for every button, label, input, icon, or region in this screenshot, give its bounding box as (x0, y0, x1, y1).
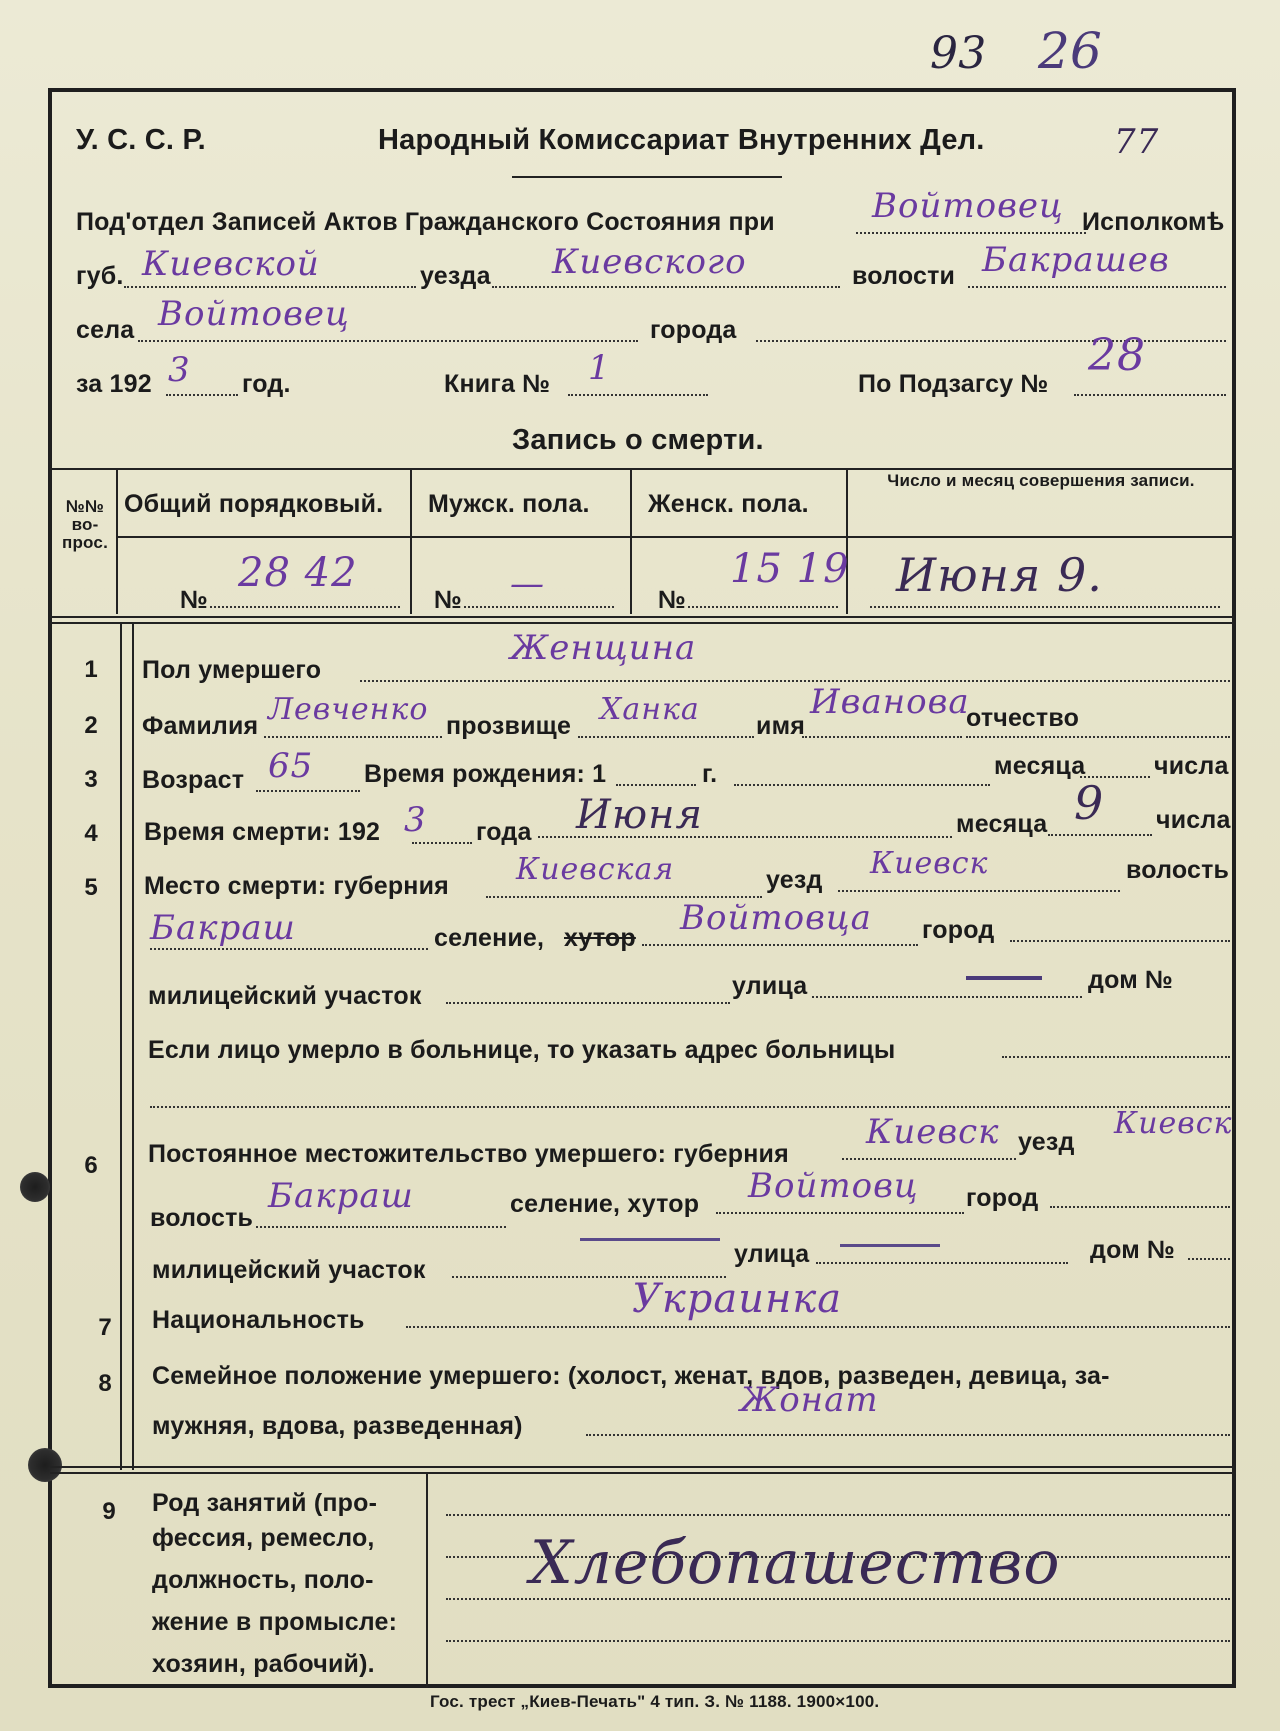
col-male: Мужск. пола. (428, 490, 590, 518)
ussr-title: У. С. С. Р. (76, 124, 206, 156)
hw-nickname: Ханка (600, 692, 700, 727)
death-volost-label: волость (1126, 856, 1230, 884)
surname-label: Фамилия (142, 712, 259, 740)
gorod-label: города (650, 316, 737, 344)
archive-number: 93 (930, 28, 987, 79)
death-village-label: селение, (434, 924, 545, 952)
death-uezd-label: уезд (766, 866, 823, 894)
row-number-8: 8 (98, 1370, 112, 1397)
residence-house-label: дом № (1090, 1236, 1176, 1264)
death-house-label: дом № (1088, 966, 1174, 994)
no-sign-female: № (658, 586, 687, 614)
hw-death-village: Войтовца (680, 898, 872, 938)
residence-volost-label: волость (150, 1204, 254, 1232)
death-time-label: Время смерти: 192 (144, 818, 381, 846)
residence-uezd-label: уезд (1018, 1128, 1075, 1156)
hw-year-digit: 3 (168, 350, 191, 390)
hw-residence-village: Войтовц (748, 1166, 919, 1206)
hw-death-volost: Бакраш (150, 908, 296, 948)
volost-label: волости (852, 262, 956, 290)
hw-residence-uezd: Киевск (1114, 1106, 1233, 1141)
residence-city-label: город (966, 1184, 1039, 1212)
hw-male-number: — (510, 564, 545, 604)
death-street-label: улица (732, 972, 808, 1000)
hospital-label: Если лицо умерло в больнице, то указать адрес больницы (148, 1036, 896, 1064)
col-date: Число и месяц совершения записи. (887, 471, 1195, 490)
marital-label-line2: мужняя, вдова, разведенная) (152, 1412, 523, 1440)
col-general: Общий порядковый. (124, 490, 384, 518)
form-title: Запись о смерти. (512, 424, 764, 456)
hw-surname: Левченко (268, 692, 429, 727)
row-number-7: 7 (98, 1314, 112, 1341)
residence-militia-label: милицейский участок (152, 1256, 426, 1284)
occupation-label-5: хозяин, рабочий). (152, 1650, 375, 1678)
sex-label: Пол умершего (142, 656, 322, 684)
birth-month-label: месяца (994, 752, 1086, 780)
year-prefix: за 192 (76, 370, 152, 398)
book-label: Книга № (444, 370, 551, 398)
birth-label: Время рождения: 1 (364, 760, 607, 788)
death-year-label: года (476, 818, 532, 846)
row-number-2: 2 (84, 712, 98, 739)
occupation-label-4: жение в промысле: (152, 1608, 398, 1636)
hw-death-year-digit: 3 (404, 800, 427, 840)
death-city-label: город (922, 916, 995, 944)
row-number-9: 9 (102, 1498, 116, 1525)
hw-village-committee: Войтовец (872, 186, 1064, 226)
hw-death-month: Июня (576, 792, 703, 838)
hw-subsection-number: 28 (1088, 330, 1146, 381)
birth-year-suffix: г. (702, 760, 718, 788)
hw-book-number: 1 (588, 348, 611, 388)
death-militia-label: милицейский участок (148, 982, 422, 1010)
occupation-label-1: Род занятий (про- (152, 1489, 378, 1517)
name-label: имя (756, 712, 806, 740)
patronymic-label: отчество (966, 704, 1080, 732)
hw-female-number: 15 19 (730, 546, 850, 592)
hw-general-number: 28 42 (238, 550, 358, 596)
occupation-label-2: фессия, ремесло, (152, 1524, 375, 1552)
hw-record-date: Июня 9. (896, 548, 1103, 602)
birth-day-label: числа (1154, 752, 1229, 780)
hw-death-day: 9 (1074, 776, 1105, 830)
row-number-4: 4 (84, 820, 98, 847)
death-place-label: Место смерти: губерния (144, 872, 449, 900)
residence-village-label: селение, хутор (510, 1190, 700, 1218)
gub-label: губ. (76, 262, 124, 290)
col-female: Женск. пола. (648, 490, 809, 518)
row-number-1: 1 (84, 656, 98, 683)
row-number-6: 6 (84, 1152, 98, 1179)
punch-hole-lower (28, 1448, 62, 1482)
commissariat-mark: 77 (1114, 122, 1160, 162)
hw-sex: Женщина (510, 628, 697, 668)
hw-residence-volost: Бакраш (268, 1176, 414, 1216)
hw-selo: Войтовец (158, 294, 350, 334)
punch-hole-upper (20, 1172, 50, 1202)
subsection-label: По Подзагсу № (858, 370, 1049, 398)
no-sign-male: № (434, 586, 463, 614)
hw-marital: Жонат (740, 1380, 879, 1420)
hw-age: 65 (268, 746, 314, 786)
title-underline (512, 176, 782, 178)
archive-suffix: 26 (1038, 22, 1103, 80)
subdept-label: Под'отдел Записей Актов Гражданского Состояния при (76, 208, 775, 236)
row-number-3: 3 (84, 766, 98, 793)
hw-name: Иванова (810, 682, 970, 722)
hw-nationality: Украинка (632, 1276, 843, 1322)
residence-label: Постоянное местожительство умершего: губерния (148, 1140, 789, 1168)
executive-committee-label: Исполкомѣ (1082, 208, 1225, 236)
hw-residence-gub: Киевск (866, 1112, 1000, 1152)
hw-death-uezd: Киевск (870, 846, 989, 881)
row-number-5: 5 (84, 874, 98, 901)
no-sign-general: № (180, 586, 209, 614)
god-label: год. (242, 370, 291, 398)
hw-death-gub: Киевская (516, 852, 675, 887)
residence-street-label: улица (734, 1240, 810, 1268)
printer-note: Гос. трест „Киев-Печать" 4 тип. З. № 1188. 1900×100. (430, 1692, 880, 1711)
occupation-label-3: должность, поло- (152, 1566, 374, 1594)
hw-occupation: Хлебопашество (530, 1528, 1061, 1598)
marital-label-line1: Семейное положение умершего: (холост, женат, вдов, разведен, девица, за- (152, 1362, 1110, 1390)
death-day-label: числа (1156, 806, 1231, 834)
death-month-label: месяца (956, 810, 1048, 838)
selo-label: села (76, 316, 135, 344)
nickname-label: прозвище (446, 712, 572, 740)
age-label: Возраст (142, 766, 245, 794)
death-khutor-label: хутор (564, 924, 636, 952)
hw-volost: Бакрашев (982, 240, 1170, 280)
col-question-no: №№ во-прос. (62, 497, 108, 552)
hw-gub: Киевской (142, 244, 320, 284)
nationality-label: Национальность (152, 1306, 365, 1334)
hw-uezd: Киевского (552, 242, 747, 282)
commissariat-title: Народный Комиссариат Внутренних Дел. (378, 124, 985, 156)
uezd-label: уезда (420, 262, 491, 290)
